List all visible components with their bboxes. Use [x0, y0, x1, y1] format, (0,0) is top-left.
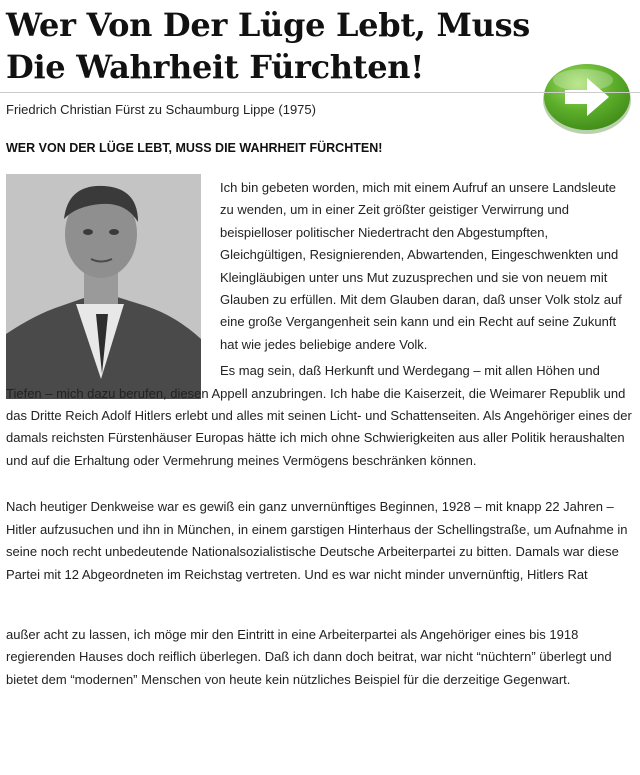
- author-byline: Friedrich Christian Fürst zu Schaumburg Lippe (1975): [6, 102, 316, 117]
- paragraph: Ich bin gebeten worden, mich mit einem Aufruf an unsere Landsleute zu wenden, um in einer Zeit größter geistiger Verwirrung und beispielloser politischer Niedertracht den Abgestumpften, Gleichgültigen, Resignierenden, Abwartenden, Eingeschwenkten und Kleingläubigen unter uns Mut zuzusprechen und sie von neuem mit Glauben zu erfüllen. Mit dem Glauben daran, daß unser Volk stolz auf eine große Vergangenheit sein kann und ein Recht auf seine Zukunft hat wie jedes beliebige andere Volk.: [220, 180, 622, 352]
- paragraph: Es mag sein, daß Herkunft und Werdegang – mit allen Höhen und Tiefen – mich dazu berufen, diesen Appell anzubringen. Ich habe die Kaiserzeit, die Weimarer Republik und das Dritte Reich Adolf Hitlers erlebt und alles mit seinen Licht- und Schattenseiten. Als Angehöriger eines der damals reichsten Fürstenhäuser Europas hätte ich mich ohne Schwierigkeiten aus aller Politik heraushalten und auf die Erhaltung oder Vermehrung meines Vermögens beschränken können.: [6, 363, 632, 468]
- header-divider: [0, 92, 640, 93]
- paragraph: Nach heutiger Denkweise war es gewiß ein ganz unvernünftiges Beginnen, 1928 – mit knapp 22 Jahren – Hitler aufzusuchen und ihn in München, in einem garstigen Hinterhaus der Schellingstraße, um Aufnahme in seine noch recht unbedeutende Nationalsozialistische Deutsche Arbeiterpartei zu bitten. Damals war diese Partei mit 12 Abgeordneten im Reichstag vertreten. Und es war nicht minder unvernünftig, Hitlers Rat: [6, 499, 628, 582]
- article-body: [6, 177, 632, 691]
- page-title: Wer Von Der Lüge Lebt, Muss Die Wahrheit Fürchten!: [6, 6, 530, 86]
- next-article-button[interactable]: [541, 60, 633, 136]
- article-heading: WER VON DER LÜGE LEBT, MUSS DIE WAHRHEIT FÜRCHTEN!: [6, 141, 383, 155]
- paragraph: außer acht zu lassen, ich möge mir den Eintritt in eine Arbeiterpartei als Angehöriger eines bis 1918 regierenden Hauses doch reiflich überlegen. Daß ich dann doch beitrat, war nicht “nüchtern” überlegt und bietet dem “modernen” Menschen von heute kein nützliches Beispiel für die derzeitige Gegenwart.: [6, 626, 612, 687]
- arrow-right-icon: [541, 60, 633, 136]
